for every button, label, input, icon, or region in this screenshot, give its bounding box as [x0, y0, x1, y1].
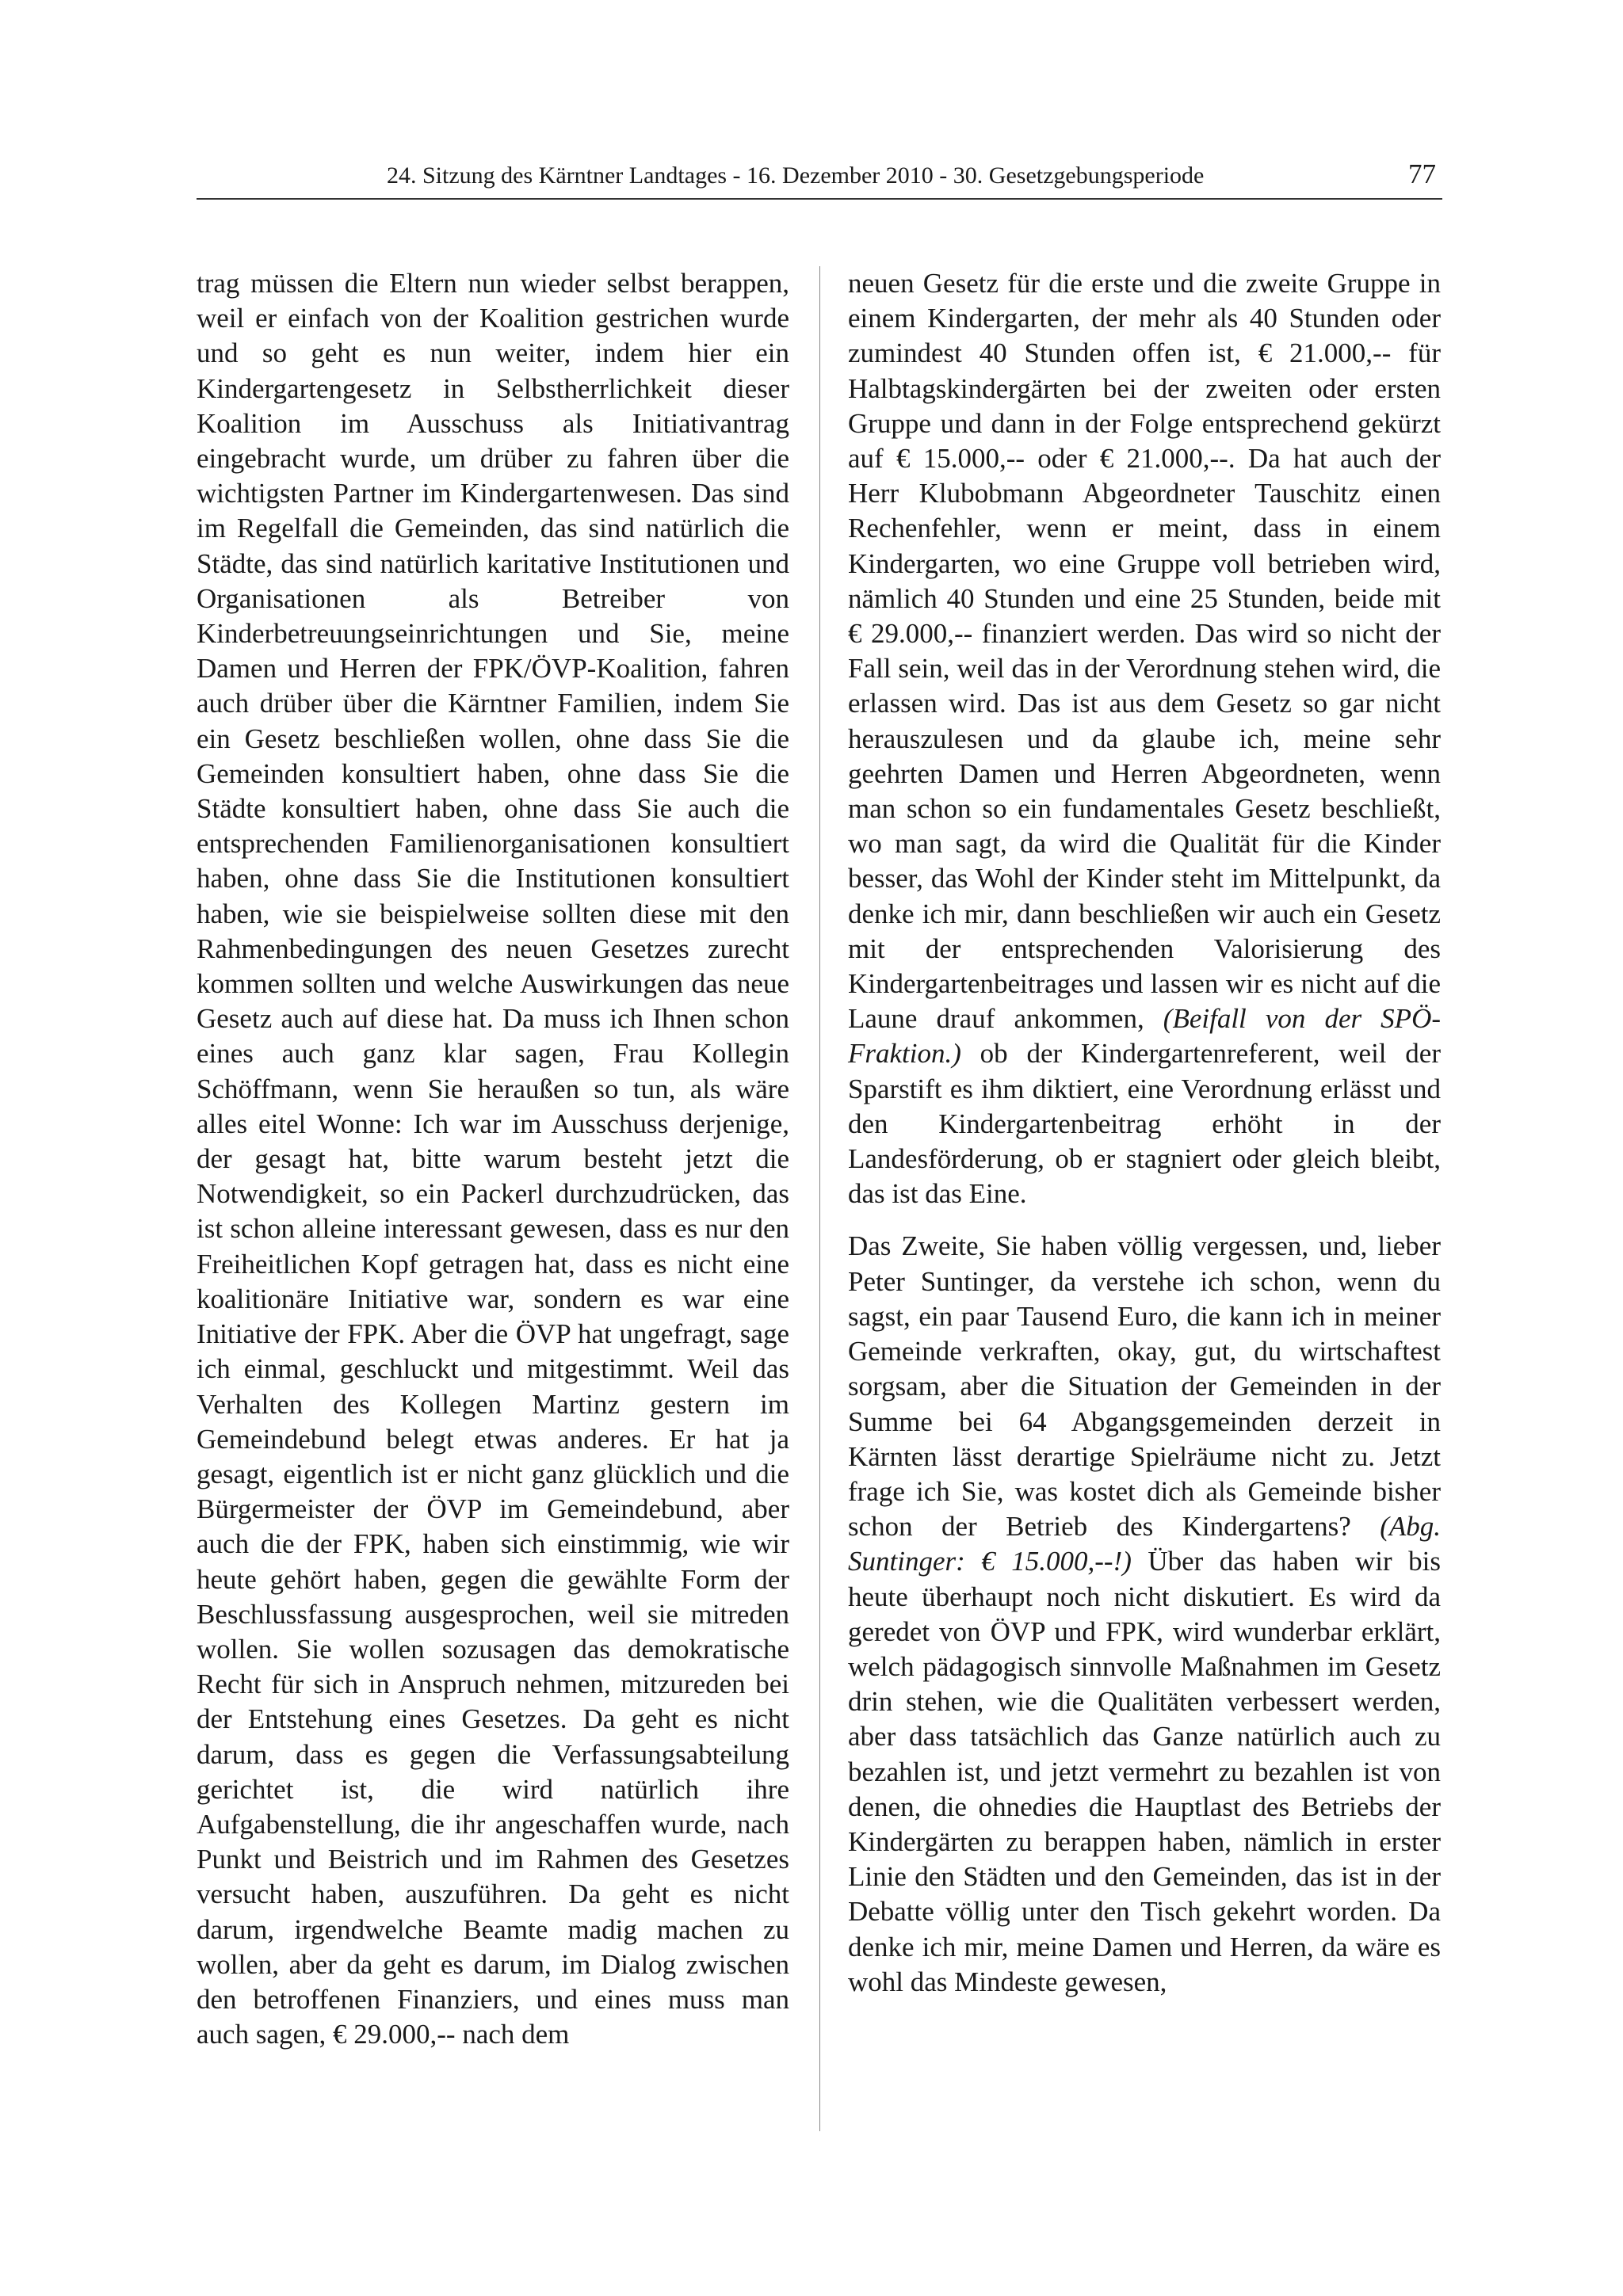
right-paragraph-1-text-b: ob der Kindergartenreferent, weil der Sparstift es ihm diktiert, eine Verordnung erlässt und den Kindergartenbeitrag erhöht in der Landesförderung, ob er stagniert oder gleich bleibt, das ist das Eine. — [848, 1038, 1441, 1210]
page-number: 77 — [1408, 158, 1436, 189]
page-header — [197, 158, 1442, 200]
right-column — [848, 266, 1441, 2000]
column-divider — [819, 266, 820, 2131]
left-column — [197, 266, 789, 2052]
interjection-applause: (Beifall von der SPÖ-Fraktion.) — [848, 1003, 1441, 1070]
header-title: 24. Sitzung des Kärntner Landtages - 16. Dezember 2010 - 30. Gesetzgebungsperiode — [387, 162, 1205, 189]
right-paragraph-2-text-a: Das Zweite, Sie haben völlig vergessen, und, lieber Peter Suntinger, da verstehe ich schon, wenn du sagst, ein paar Tausend Euro, die kann ich in meiner Gemeinde verkraften, okay, gut, du wirtschaftest sorgsam, aber die Situation der Gemeinden in der Summe bei 64 Abgangsgemeinden derzeit in Kärnten lässt derartige Spielräume nicht zu. Jetzt frage ich Sie, was kostet dich als Gemeinde bisher schon der Betrieb des Kindergartens? — [848, 1230, 1441, 1543]
right-paragraph-2 — [848, 1229, 1441, 1999]
interjection-suntinger: (Abg. Suntinger: € 15.000,--!) — [848, 1511, 1441, 1577]
right-paragraph-1-text-a: neuen Gesetz für die erste und die zweite Gruppe in einem Kindergarten, der mehr als 40 Stunden oder zumindest 40 Stunden offen ist, € 21.000,-- für Halbtagskindergärten bei der zweiten oder ersten Gruppe und dann in der Folge entsprechend gekürzt auf € 15.000,-- oder € 21.000,--. Da hat auch der Herr Klubobmann Abgeordneter Tauschitz einen Rechenfehler, wenn er meint, dass in einem Kindergarten, wo eine Gruppe voll betrieben wird, nämlich 40 Stunden und eine 25 Stunden, beide mit € 29.000,-- finanziert werden. Das wird so nicht der Fall sein, weil das in der Verordnung stehen wird, die erlassen wird. Das ist aus dem Gesetz so gar nicht herauszulesen und da glaube ich, meine sehr geehrten Damen und Herren Abgeordneten, wenn man schon so ein fundamentales Gesetz beschließt, wo man sagt, da wird die Qualität für die Kinder besser, das Wohl der Kinder steht im Mittelpunkt, da denke ich mir, dann beschließen wir auch ein Gesetz mit der entsprechenden Valorisierung des Kindergartenbeitrages und lassen wir es nicht auf die Laune drauf ankommen, — [848, 268, 1441, 1035]
right-paragraph-2-text-b: Über das haben wir bis heute überhaupt noch nicht diskutiert. Es wird da geredet von ÖVP und FPK, wird wunderbar erklärt, welch pädagogisch sinnvolle Maßnahmen im Gesetz drin stehen, wie die Qualitäten verbessert werden, aber dass tatsächlich das Ganze natürlich auch zu bezahlen ist, und jetzt vermehrt zu bezahlen ist von denen, die ohnedies die Hauptlast des Betriebs der Kindergärten zu berappen haben, nämlich in erster Linie den Städten und den Gemeinden, das ist in der Debatte völlig unter den Tisch gekehrt worden. Da denke ich mir, meine Damen und Herren, da wäre es wohl das Mindeste gewesen, — [848, 1546, 1441, 1997]
right-paragraph-1 — [848, 266, 1441, 1211]
left-paragraph-1: trag müssen die Eltern nun wieder selbst berappen, weil er einfach von der Koalition gestrichen wurde und so geht es nun weiter, indem hier ein Kindergartengesetz in Selbstherrlichkeit dieser Koalition im Ausschuss als Initiativantrag eingebracht wurde, um drüber zu fahren über die wichtigsten Partner im Kindergartenwesen. Das sind im Regelfall die Gemeinden, das sind natürlich die Städte, das sind natürlich karitative Institutionen und Organisationen als Betreiber von Kinderbetreuungseinrichtungen und Sie, meine Damen und Herren der FPK/ÖVP-Koalition, fahren auch drüber über die Kärntner Familien, indem Sie ein Gesetz beschließen wollen, ohne dass Sie die Gemeinden konsultiert haben, ohne dass Sie die Städte konsultiert haben, ohne dass Sie auch die entsprechenden Familienorganisationen konsultiert haben, ohne dass Sie die Institutionen konsultiert haben, wie sie beispielweise sollten diese mit den Rahmenbedingungen des neuen Gesetzes zurecht kommen sollten und welche Auswirkungen das neue Gesetz auch auf diese hat. Da muss ich Ihnen schon eines auch ganz klar sagen, Frau Kollegin Schöffmann, wenn Sie heraußen so tun, als wäre alles eitel Wonne: Ich war im Ausschuss derjenige, der gesagt hat, bitte warum besteht jetzt die Notwendigkeit, so ein Packerl durchzudrücken, das ist schon alleine interessant gewesen, dass es nur den Freiheitlichen Kopf getragen hat, dass es nicht eine koalitionäre Initiative war, sondern es war eine Initiative der FPK. Aber die ÖVP hat ungefragt, sage ich einmal, geschluckt und mitgestimmt. Weil das Verhalten des Kollegen Martinz gestern im Gemeindebund belegt etwas anderes. Er hat ja gesagt, eigentlich ist er nicht ganz glücklich und die Bürgermeister der ÖVP im Gemeindebund, aber auch die der FPK, haben sich einstimmig, wie wir heute gehört haben, gegen die gewählte Form der Beschlussfassung ausgesprochen, weil sie mitreden wollen. Sie wollen sozusagen das demokratische Recht für sich in Anspruch nehmen, mitzureden bei der Entstehung eines Gesetzes. Da geht es nicht darum, dass es gegen die Verfassungsabteilung gerichtet ist, die wird natürlich ihre Aufgabenstellung, die ihr angeschaffen wurde, nach Punkt und Beistrich und im Rahmen des Gesetzes versucht haben, auszuführen. Da geht es nicht darum, irgendwelche Beamte madig machen zu wollen, aber da geht es darum, im Dialog zwischen den betroffenen Finanziers, und eines muss man auch sagen, € 29.000,-- nach dem — [197, 268, 789, 2050]
